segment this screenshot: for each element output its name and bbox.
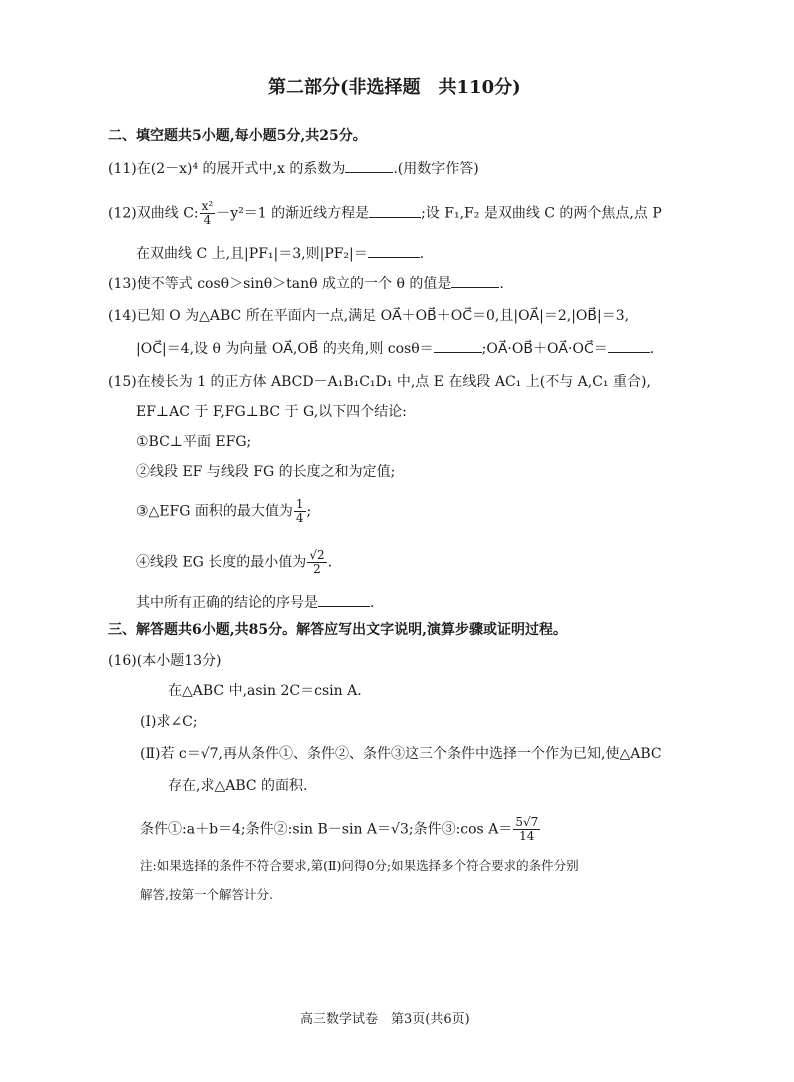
question-14: (14)已知 O 为△ABC 所在平面内一点,满足 OA⃗＋OB⃗＋OC⃗＝0,且|OA⃗|＝2,|OB⃗|＝3, <box>108 308 630 324</box>
q12-line2-text: 在双曲线 C 上,且|PF₁|＝3,则|PF₂|＝ <box>136 246 368 262</box>
q15-c4-num: √2 <box>309 548 325 562</box>
question-12-line-2 <box>136 243 424 264</box>
q15-c3-num: 1 <box>295 497 304 511</box>
q11-text: (11)在(2－x)⁴ 的展开式中,x 的系数为 <box>108 161 346 177</box>
q15-c4-text: ④线段 EG 长度的最小值为 <box>136 554 307 571</box>
q12-answer-blank-2 <box>368 243 420 258</box>
q15-conclusion-2: ②线段 EF 与线段 FG 的长度之和为定值; <box>136 464 396 480</box>
q12-fraction <box>200 200 216 227</box>
q16-part-2-line-2: 存在,求△ABC 的面积. <box>168 778 308 794</box>
section-3-header: 三、解答题共6小题,共85分。解答应写出文字说明,演算步骤或证明过程。 <box>108 622 567 638</box>
q15-c4-den: 2 <box>313 562 321 576</box>
q15-c4-fraction <box>307 549 326 576</box>
q15-c3-text: ③△EFG 面积的最大值为 <box>136 503 293 520</box>
q15-conclusion-3 <box>136 498 311 525</box>
q13-answer-blank <box>451 273 499 288</box>
question-12 <box>108 200 662 227</box>
q16-stem: 在△ABC 中,asin 2C＝csin A. <box>168 683 362 699</box>
question-15: (15)在棱长为 1 的正方体 ABCD－A₁B₁C₁D₁ 中,点 E 在线段 AC₁ 上(不与 A,C₁ 重合), <box>108 374 651 390</box>
q16-conditions-text: 条件①:a＋b＝4;条件②:sin B－sin A＝√3;条件③:cos A＝ <box>140 821 513 838</box>
q15-ask-text: 其中所有正确的结论的序号是 <box>136 595 318 611</box>
q14-answer-blank-2 <box>608 338 650 353</box>
page-footer: 高三数学试卷 第3页(共6页) <box>300 1012 470 1027</box>
q12-answer-blank-1 <box>369 203 421 218</box>
q15-c4-suffix: . <box>327 554 333 571</box>
q14-answer-blank-1 <box>434 338 482 353</box>
q11-answer-blank <box>345 158 393 173</box>
q12-frac-den: 4 <box>203 213 212 227</box>
q11-suffix: .(用数字作答) <box>393 161 479 177</box>
section-2-header: 二、填空题共5小题,每小题5分,共25分。 <box>108 128 367 144</box>
q13-suffix: . <box>499 276 504 292</box>
q15-question <box>136 592 374 613</box>
q12-text-mid2: ;设 F₁,F₂ 是双曲线 C 的两个焦点,点 P <box>421 205 662 222</box>
q16-cond-num: 5√7 <box>515 815 539 829</box>
q16-conditions <box>140 816 541 843</box>
q15-answer-blank <box>318 592 370 607</box>
question-15-line-2: EF⊥AC 于 F,FG⊥BC 于 G,以下四个结论: <box>136 404 407 420</box>
page-title: 第二部分(非选择题 共110分) <box>268 77 521 98</box>
q16-cond-fraction <box>513 816 540 843</box>
q16-part-1: (Ⅰ)求∠C; <box>140 714 198 730</box>
q15-c3-den: 4 <box>295 511 304 525</box>
question-13 <box>108 273 504 294</box>
q15-ask-suffix: . <box>370 595 375 611</box>
q15-conclusion-1: ①BC⊥平面 EFG; <box>136 434 252 450</box>
q16-part-2: (Ⅱ)若 c＝√7,再从条件①、条件②、条件③这三个条件中选择一个作为已知,使△ABC <box>140 746 662 762</box>
q16-cond-den: 14 <box>519 829 535 843</box>
q12-text-mid: －y²＝1 的渐近线方程是 <box>216 205 370 222</box>
q12-line2-suffix: . <box>419 246 425 262</box>
q12-frac-num: x² <box>201 199 214 213</box>
q12-text: (12)双曲线 C: <box>108 205 199 222</box>
q14-line2-suffix: . <box>649 341 655 357</box>
q15-c3-suffix: ; <box>306 503 312 520</box>
q13-text: (13)使不等式 cosθ＞sinθ＞tanθ 成立的一个 θ 的值是 <box>108 276 452 292</box>
q14-line2-mid: ;OA⃗·OB⃗＋OA⃗·OC⃗＝ <box>481 341 608 357</box>
question-11 <box>108 158 479 179</box>
q15-conclusion-4 <box>136 549 332 576</box>
q14-line2-text: |OC⃗|＝4,设 θ 为向量 OA⃗,OB⃗ 的夹角,则 cosθ＝ <box>136 341 434 357</box>
q16-note-line-2: 解答,按第一个解答计分. <box>140 887 273 902</box>
q16-note: 注:如果选择的条件不符合要求,第(Ⅱ)问得0分;如果选择多个符合要求的条件分别 <box>140 858 579 873</box>
q15-c3-fraction <box>294 498 306 525</box>
question-14-line-2 <box>136 338 654 359</box>
question-16-head: (16)(本小题13分) <box>108 653 222 669</box>
